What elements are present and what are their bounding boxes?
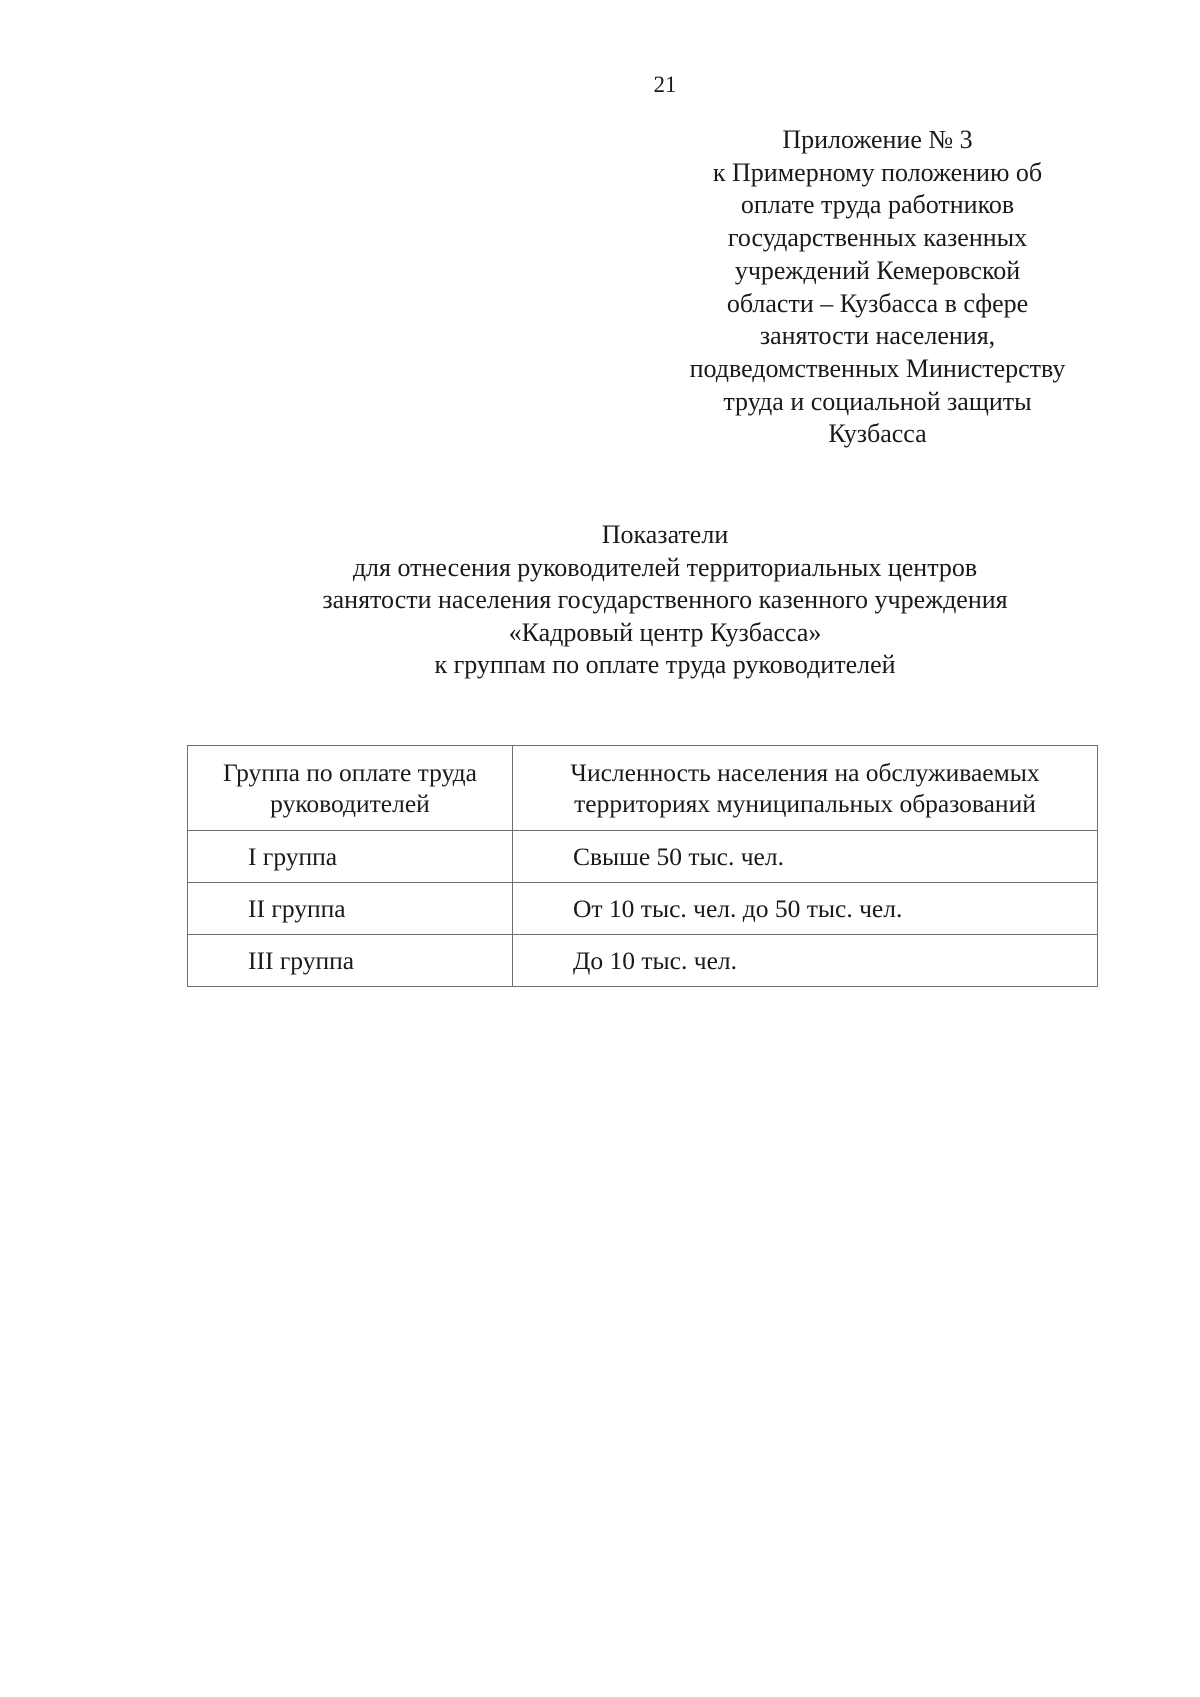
population-cell: От 10 тыс. чел. до 50 тыс. чел. <box>513 883 1098 935</box>
title-line: занятости населения государственного казенного учреждения <box>322 585 1008 614</box>
appendix-line: Приложение № 3 <box>782 125 973 154</box>
appendix-line: оплате труда работников <box>740 190 1015 220</box>
table-header-row <box>188 746 1098 831</box>
title-line: для отнесения руководителей территориальных центров <box>352 552 978 582</box>
appendix-line: учреждений Кемеровской <box>734 255 1021 285</box>
population-cell: До 10 тыс. чел. <box>513 935 1098 987</box>
appendix-header <box>665 124 1090 451</box>
header-population-line: территориях муниципальных образований <box>574 789 1036 818</box>
appendix-line: занятости населения, <box>759 321 996 351</box>
table-row <box>188 935 1098 987</box>
header-group <box>188 746 513 831</box>
appendix-line: государственных казенных <box>727 223 1028 253</box>
page-number: 21 <box>653 72 677 97</box>
table-row <box>188 883 1098 935</box>
appendix-line: труда и социальной защиты <box>723 386 1032 416</box>
header-population-line: Численность населения на обслуживаемых <box>570 758 1040 787</box>
title-line: Показатели <box>601 520 729 549</box>
group-cell: I группа <box>188 831 513 883</box>
appendix-line: к Примерному положению об <box>712 157 1043 187</box>
document-title <box>230 519 1100 682</box>
appendix-line: области – Кузбасса в сфере <box>726 288 1029 318</box>
group-cell: II группа <box>188 883 513 935</box>
table-row <box>188 831 1098 883</box>
header-population <box>513 746 1098 831</box>
title-line: к группам по оплате труда руководителей <box>434 650 896 679</box>
header-group-line: руководителей <box>270 789 430 818</box>
pay-groups-table <box>187 745 1098 987</box>
population-cell: Свыше 50 тыс. чел. <box>513 831 1098 883</box>
appendix-line: Кузбасса <box>828 419 927 449</box>
header-group-line: Группа по оплате труда <box>223 758 477 787</box>
group-cell: III группа <box>188 935 513 987</box>
appendix-line: подведомственных Министерству <box>689 353 1066 383</box>
title-line: «Кадровый центр Кузбасса» <box>508 617 822 647</box>
